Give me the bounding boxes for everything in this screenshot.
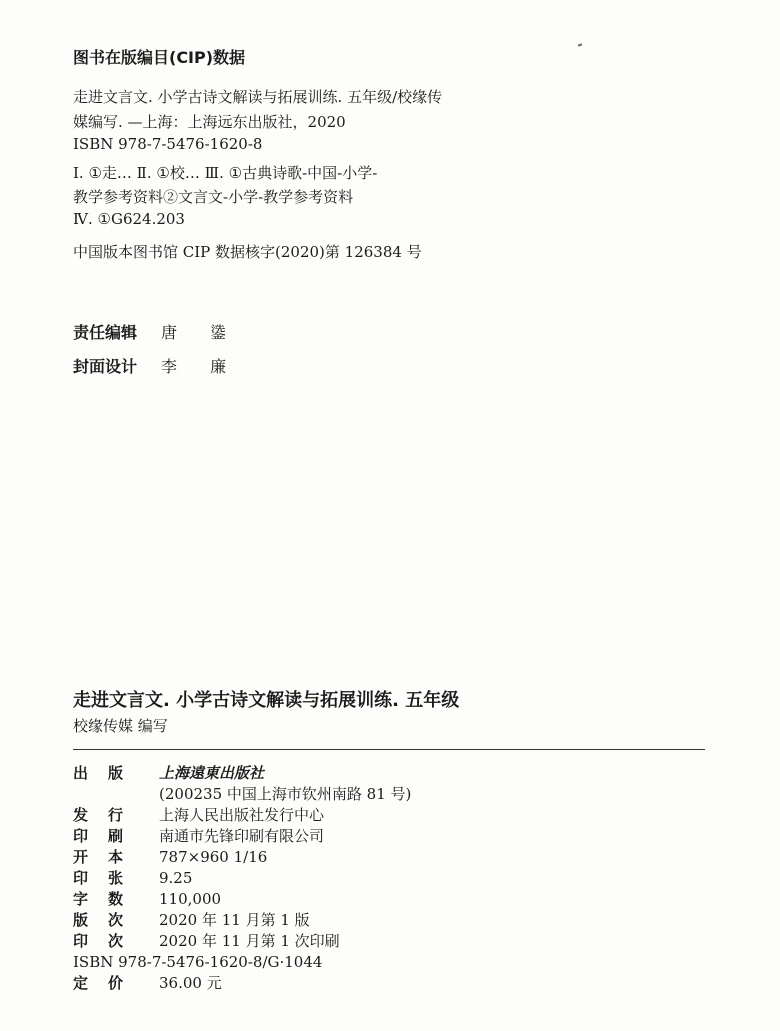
spec-label: 发行 — [73, 806, 144, 824]
credit-value: 唐 鍌 — [161, 323, 241, 342]
divider — [73, 749, 705, 750]
spec-value: 2020 年 11 月第 1 版 — [159, 911, 310, 929]
cip-line: Ⅰ. ①走… Ⅱ. ①校… Ⅲ. ①古典诗歌-中国-小学- — [73, 164, 378, 182]
print-speck — [578, 43, 582, 46]
book-title: 走进文言文. 小学古诗文解读与拓展训练. 五年级 — [73, 690, 460, 711]
spec-label: 字数 — [73, 890, 144, 908]
spec-printer — [73, 827, 324, 845]
spec-label: 定价 — [73, 974, 144, 992]
publisher-logotype: 上海遠東出版社 — [159, 764, 265, 782]
spec-sheets — [73, 869, 192, 887]
cip-record-number: 中国版本图书馆 CIP 数据核字(2020)第 126384 号 — [73, 243, 422, 261]
spec-value: ISBN 978-7-5476-1620-8/G·1044 — [73, 953, 323, 971]
credit-cover-design — [73, 354, 240, 377]
cip-line: 走进文言文. 小学古诗文解读与拓展训练. 五年级/校缘传 — [73, 88, 443, 106]
spec-value: 9.25 — [159, 869, 193, 887]
spec-value: 787×960 1/16 — [159, 848, 268, 866]
spec-value: 南通市先锋印刷有限公司 — [159, 827, 325, 845]
spec-format — [73, 848, 267, 866]
spec-value: 2020 年 11 月第 1 次印刷 — [159, 932, 340, 950]
credit-value: 李 廉 — [161, 357, 241, 376]
spec-edition — [73, 911, 310, 929]
cip-isbn-line: ISBN 978-7-5476-1620-8 — [73, 135, 263, 153]
spec-distributor — [73, 806, 324, 824]
credit-label: 责任编辑 — [73, 323, 138, 342]
spec-label: 出版 — [73, 764, 144, 782]
spec-price — [73, 974, 222, 992]
spec-label: 印刷 — [73, 827, 144, 845]
spec-word-count — [73, 890, 221, 908]
book-author: 校缘传媒 编写 — [73, 717, 168, 735]
cip-line: 教学参考资料②文言文-小学-教学参考资料 — [73, 188, 354, 206]
cip-title: 图书在版编目(CIP)数据 — [73, 48, 246, 67]
spec-printing — [73, 932, 340, 950]
spec-label: 印次 — [73, 932, 144, 950]
spec-value: 110,000 — [159, 890, 222, 908]
spec-value: (200235 中国上海市钦州南路 81 号) — [159, 785, 412, 803]
spec-address — [73, 785, 411, 803]
spec-isbn — [73, 953, 322, 971]
spec-label: 印张 — [73, 869, 144, 887]
cip-line: Ⅳ. ①G624.203 — [73, 210, 185, 228]
credit-editor — [73, 320, 240, 343]
spec-value: 上海人民出版社发行中心 — [159, 806, 325, 824]
spec-publisher — [73, 764, 264, 782]
credit-label: 封面设计 — [73, 357, 138, 376]
spec-label: 开本 — [73, 848, 144, 866]
cip-line: 媒编写. —上海：上海远东出版社，2020 — [73, 113, 346, 131]
spec-label: 版次 — [73, 911, 144, 929]
spec-value: 36.00 元 — [159, 974, 222, 992]
